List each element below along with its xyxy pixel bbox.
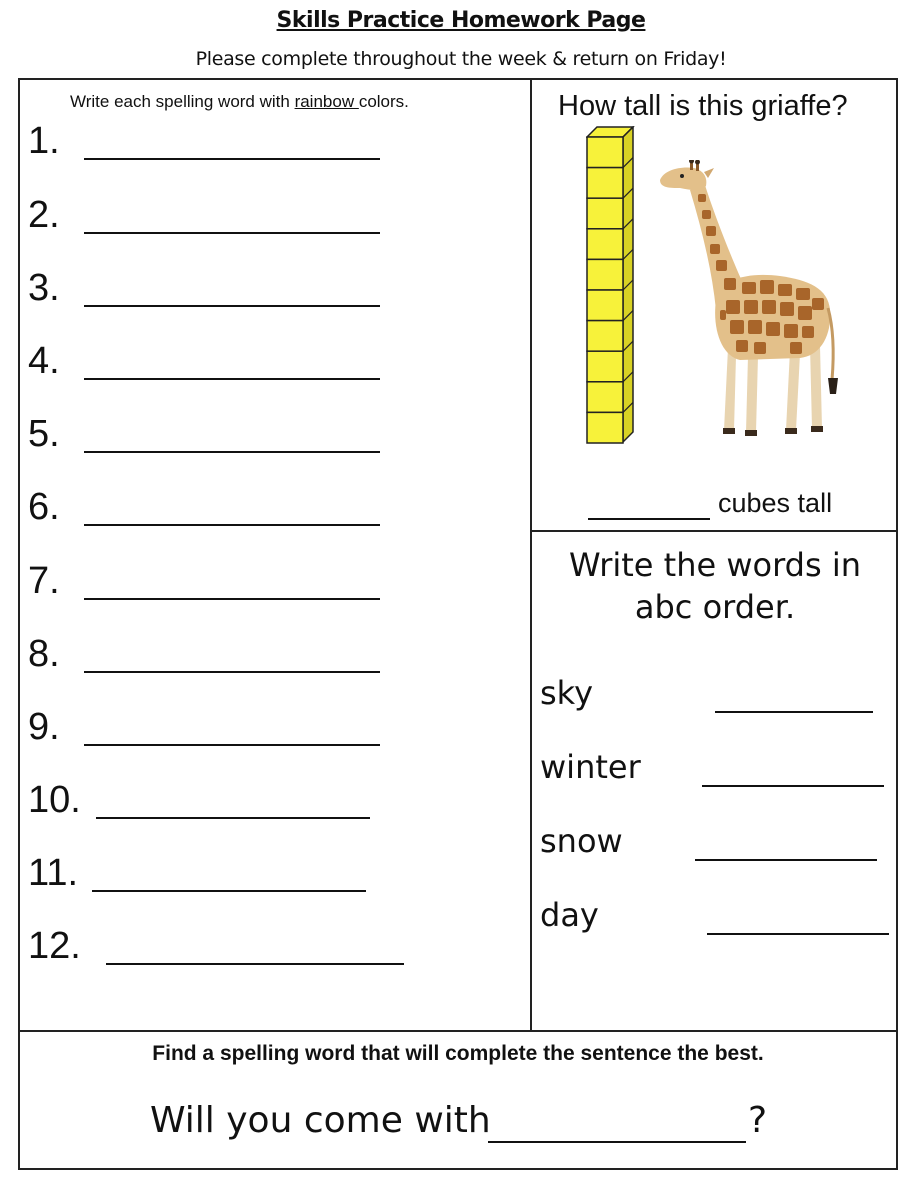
abc-title-line-1: Write the words in — [568, 546, 861, 584]
spelling-number-4: 4. — [28, 340, 60, 382]
spelling-number-9: 9. — [28, 706, 60, 748]
cube-8 — [587, 351, 623, 382]
sentence-start: Will you come with — [150, 1100, 491, 1141]
sentence-blank[interactable] — [488, 1141, 746, 1143]
spelling-blank-1[interactable] — [84, 158, 380, 160]
page-subtitle: Please complete throughout the week & return on Friday! — [195, 48, 727, 70]
page-title: Skills Practice Homework Page — [276, 8, 646, 33]
spelling-number-3: 3. — [28, 267, 60, 309]
spelling-number-1: 1. — [28, 120, 60, 162]
cube-3 — [587, 198, 623, 229]
spelling-blank-2[interactable] — [84, 232, 380, 234]
spelling-blank-10[interactable] — [96, 817, 370, 819]
spelling-number-5: 5. — [28, 413, 60, 455]
spelling-blank-9[interactable] — [84, 744, 380, 746]
abc-blank-1[interactable] — [715, 711, 873, 713]
spelling-number-11: 11. — [28, 852, 79, 894]
spelling-number-8: 8. — [28, 633, 60, 675]
spelling-blank-8[interactable] — [84, 671, 380, 673]
abc-order-title — [532, 544, 898, 628]
abc-word-4: day — [540, 896, 599, 934]
bottom-section-divider — [18, 1030, 898, 1032]
abc-blank-2[interactable] — [702, 785, 884, 787]
cubes-answer-blank[interactable] — [588, 518, 710, 520]
spelling-number-2: 2. — [28, 194, 60, 236]
abc-blank-3[interactable] — [695, 859, 877, 861]
spelling-blank-7[interactable] — [84, 598, 380, 600]
sentence-end: ? — [748, 1100, 768, 1141]
abc-word-1: sky — [540, 674, 593, 712]
spelling-instruction — [70, 92, 409, 112]
spelling-blank-11[interactable] — [92, 890, 366, 892]
abc-title-line-2: abc order. — [634, 588, 796, 626]
spelling-blank-12[interactable] — [106, 963, 404, 965]
spelling-blank-4[interactable] — [84, 378, 380, 380]
spelling-number-7: 7. — [28, 560, 60, 602]
cube-5 — [587, 259, 623, 290]
spelling-blank-6[interactable] — [84, 524, 380, 526]
giraffe-question: How tall is this griaffe? — [558, 90, 848, 122]
spelling-blank-5[interactable] — [84, 451, 380, 453]
instruction-text: Write each spelling word with — [70, 92, 295, 111]
cube-1 — [587, 137, 623, 168]
abc-blank-4[interactable] — [707, 933, 889, 935]
cube-2 — [587, 168, 623, 199]
giraffe-illustration — [650, 160, 846, 444]
spelling-number-10: 10. — [28, 779, 81, 821]
spelling-blank-3[interactable] — [84, 305, 380, 307]
instruction-text-end: colors. — [358, 92, 409, 111]
cubes-tall-label: cubes tall — [718, 488, 833, 518]
cube-tower — [586, 126, 638, 444]
abc-word-3: snow — [540, 822, 623, 860]
instruction-underlined-word: rainbow — [294, 92, 359, 111]
cube-9 — [587, 382, 623, 413]
cube-10 — [587, 412, 623, 443]
spelling-number-6: 6. — [28, 486, 60, 528]
cube-6 — [587, 290, 623, 321]
abc-word-2: winter — [540, 748, 641, 786]
spelling-number-12: 12. — [28, 925, 81, 967]
cube-7 — [587, 321, 623, 352]
right-section-divider — [530, 530, 898, 532]
giraffe-image — [660, 160, 838, 436]
cube-4 — [587, 229, 623, 260]
sentence-instruction: Find a spelling word that will complete the sentence the best. — [152, 1042, 764, 1065]
